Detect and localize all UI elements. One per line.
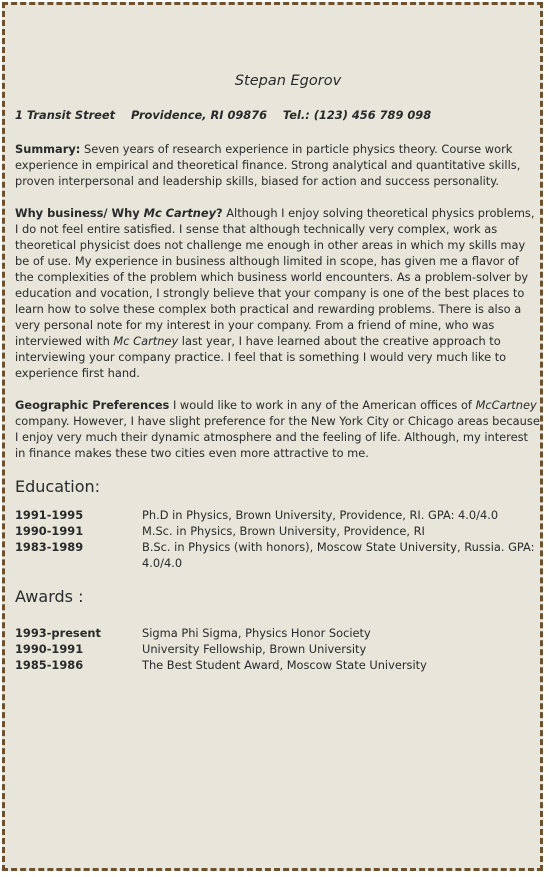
candidate-name: Stepan Egorov: [234, 73, 342, 89]
geographic-preferences-paragraph: [15, 397, 541, 461]
why-business-label: [15, 206, 223, 220]
award-description: University Fellowship, Brown University: [142, 642, 367, 656]
education-row: [15, 539, 541, 571]
education-description: B.Sc. in Physics (with honors), Moscow State University, Russia. GPA: 4.0/4.0: [142, 540, 535, 570]
resume-sheet: [2, 2, 543, 871]
education-description: Ph.D in Physics, Brown University, Providence, RI. GPA: 4.0/4.0: [142, 508, 499, 522]
education-years: 1983-1989: [15, 540, 84, 554]
contact-line: 1 Transit Street Providence, RI 09876 Tel.: (123) 456 789 098: [15, 108, 432, 122]
award-years: 1990-1991: [15, 642, 84, 656]
education-years: 1991-1995: [15, 508, 84, 522]
education-row: [15, 507, 541, 523]
education-title: Education:: [15, 477, 101, 496]
awards-title: Awards :: [15, 587, 84, 606]
why-label-company: Mc Cartney: [143, 206, 217, 220]
education-years: 1990-1991: [15, 524, 84, 538]
summary-label: Summary:: [15, 142, 81, 156]
award-years: 1993-present: [15, 626, 101, 640]
geo-text-part-2: company. However, I have slight preference for the New York City or Chicago areas because I enjoy very much their dynamic atmosphere and the feeling of life. Although, my interest in finance makes these two cities even more attractive to me.: [15, 414, 540, 460]
geo-label: Geographic Preferences: [15, 398, 170, 412]
award-description: Sigma Phi Sigma, Physics Honor Society: [142, 626, 371, 640]
award-row: [15, 641, 541, 657]
why-label-end: ?: [216, 206, 223, 220]
why-company-inline: Mc Cartney: [113, 334, 179, 348]
why-label-start: Why business/ Why: [15, 206, 144, 220]
why-business-paragraph: [15, 205, 541, 381]
education-list: [15, 507, 541, 571]
award-row: [15, 625, 541, 641]
education-row: [15, 523, 541, 539]
education-description: M.Sc. in Physics, Brown University, Providence, RI: [142, 524, 425, 538]
geo-text-part-1: I would like to work in any of the American offices of: [169, 398, 476, 412]
why-text-part-2: last year, I have learned about the creative approach to interviewing your company practice. I feel that is something I would very much like to experience first hand.: [15, 334, 507, 380]
summary-paragraph: [15, 141, 541, 189]
summary-text: Seven years of research experience in particle physics theory. Course work experience in empirical and theoretical finance. Strong analytical and quantitative skills, proven interpersonal and leadership skills, biased for action and success personality.: [15, 142, 521, 188]
award-years: 1985-1986: [15, 658, 84, 672]
geo-company-inline: McCartney: [475, 398, 537, 412]
award-description: The Best Student Award, Moscow State University: [142, 658, 427, 672]
resume-content: [15, 71, 541, 673]
award-row: [15, 657, 541, 673]
why-text-part-1: Although I enjoy solving theoretical physics problems, I do not feel entire satisfied. I sense that although technically very complex, work as theoretical physicist does not challenge me enough in other areas in which my skills may be of use. My experience in business although limited in scope, has given me a flavor of the complexities of the problem which business world encounters. As a problem-solver by education and vocation, I strongly believe that your company is one of the best places to learn how to solve these complex both practical and rewarding problems. There is also a very personal note for my interest in your company. From a friend of mine, who was interviewed with: [15, 206, 535, 348]
awards-list: [15, 625, 541, 673]
